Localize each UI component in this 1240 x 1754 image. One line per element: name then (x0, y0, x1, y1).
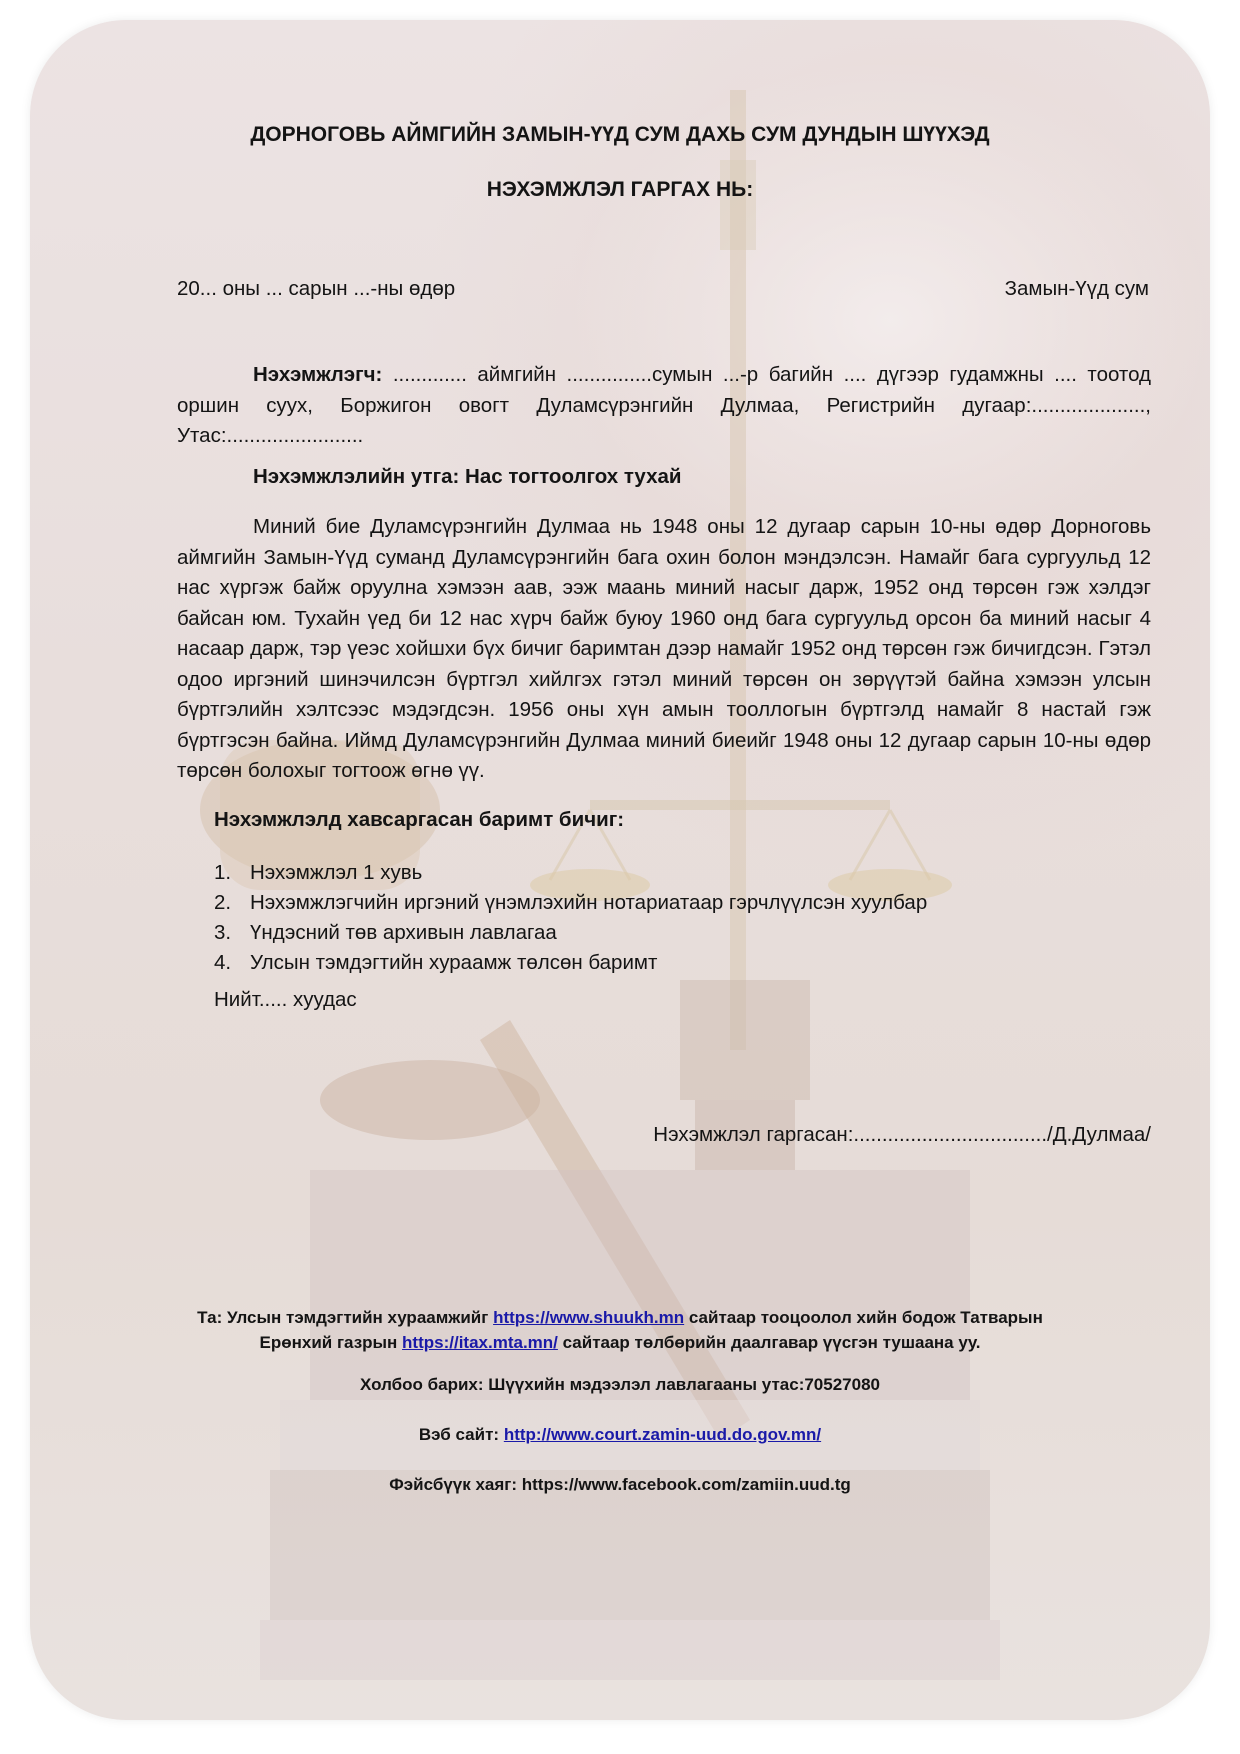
attachments-list (214, 858, 1114, 978)
website-line (30, 1422, 1210, 1447)
fee-note-text: Та: Улсын тэмдэгтийн хураамжийг (197, 1308, 494, 1327)
facebook-line: Фэйсбүүк хаяг: https://www.facebook.com/zamiin.uud.tg (389, 1475, 851, 1494)
list-item (214, 948, 1114, 978)
attachments-heading: Нэхэмжлэлд хавсаргасан баримт бичиг: (214, 808, 625, 831)
fee-note-line2 (30, 1330, 1210, 1355)
list-item-text: Нэхэмжлэл 1 хувь (250, 861, 423, 884)
website-link[interactable]: http://www.court.zamin-uud.do.gov.mn/ (503, 1425, 822, 1444)
list-item-text: Үндэсний төв архивын лавлагаа (250, 921, 557, 944)
document-page (30, 20, 1210, 1720)
contact-phone: Холбоо барих: Шүүхийн мэдээлэл лавлагааны утас:70527080 (360, 1375, 880, 1394)
list-item-text: Нэхэмжлэгчийн иргэний үнэмлэхийн нотариатаар гэрчлүүлсэн хуулбар (250, 891, 928, 914)
itax-link[interactable]: https://itax.mta.mn/ (402, 1333, 558, 1352)
claimant-paragraph (177, 360, 1151, 452)
claim-subject: Нэхэмжлэлийн утга: Нас тогтоолгох тухай (253, 465, 682, 488)
fee-note-text: сайтаар тооцоолол хийн бодож Татварын (684, 1308, 1043, 1327)
document-title-line1: ДОРНОГОВЬ АЙМГИЙН ЗАМЫН-ҮҮД СУМ ДАХЬ СУМ ДУНДЫН ШҮҮХЭД (250, 123, 990, 146)
total-pages: Нийт..... хуудас (214, 988, 357, 1011)
list-item (214, 888, 1114, 918)
document-content (30, 20, 1210, 1720)
list-item-text: Улсын тэмдэгтийн хураамж төлсөн баримт (250, 951, 658, 974)
date-placeholder: 20... оны ... сарын ...-ны өдөр (177, 277, 456, 300)
document-title-line2: НЭХЭМЖЛЭЛ ГАРГАХ НЬ: (486, 178, 754, 201)
claimant-details: ............. аймгийн ...............сумын ...-р багийн .... дүгээр гудамжны .... тоотод оршин суух, Боржигон овогт Дуламсүрэнгийн Дулмаа, Регистрийн дугаар:...................., Утас:........................ (177, 363, 1151, 447)
list-item-number: 3. (214, 921, 232, 944)
fee-note-text: Ерөнхий газрын (259, 1333, 403, 1352)
signature-line: Нэхэмжлэл гаргасан:................................../Д.Дулмаа/ (653, 1123, 1151, 1146)
claimant-label: Нэхэмжлэгч: (253, 363, 383, 386)
claim-body: Миний бие Дуламсүрэнгийн Дулмаа нь 1948 оны 12 дугаар сарын 10-ны өдөр Дорноговь аймгийн Замын-Үүд суманд Дуламсүрэнгийн бага охин болон мэндэлсэн. Намайг бага сургуульд 12 нас хүргэж байж оруулна хэмээн аав, ээж маань миний насыг дарж, 1952 онд төрсөн гэж хэлдэг байсан юм. Тухайн үед би 12 нас хүрч байж буюу 1960 онд бага сургуульд орсон ба миний насыг 4 насаар дарж, тэр үеэс хойшхи бүх бичиг баримтан дээр намайг 1952 онд төрсөн гэж бичигдсэн. Гэтэл одоо иргэний шинэчилсэн бүртгэл хийлгэх гэтэл миний төрсөн он зөрүүтэй байна хэмээн улсын бүртгэлийн хэлтсээс мэдэгдсэн. 1956 оны хүн амын тооллогын бүртгэлд намайг 8 настай гэж бүртгэсэн байна. Иймд Дуламсүрэнгийн Дулмаа миний биеийг 1948 оны 12 дугаар сарын 10-ны өдөр төрсөн болохыг тогтоож өгнө үү. (177, 515, 1151, 782)
fee-note-line1 (30, 1305, 1210, 1330)
list-item (214, 918, 1114, 948)
list-item-number: 2. (214, 891, 232, 914)
location: Замын-Үүд сум (1004, 277, 1149, 300)
list-item-number: 1. (214, 861, 232, 884)
list-item-number: 4. (214, 951, 232, 974)
list-item (214, 858, 1114, 888)
website-label: Вэб сайт: (418, 1425, 504, 1444)
shuukh-link[interactable]: https://www.shuukh.mn (493, 1308, 685, 1327)
fee-note-text: сайтаар төлбөрийн даалгавар үүсгэн тушаана уу. (557, 1333, 981, 1352)
fee-note (30, 1305, 1210, 1355)
